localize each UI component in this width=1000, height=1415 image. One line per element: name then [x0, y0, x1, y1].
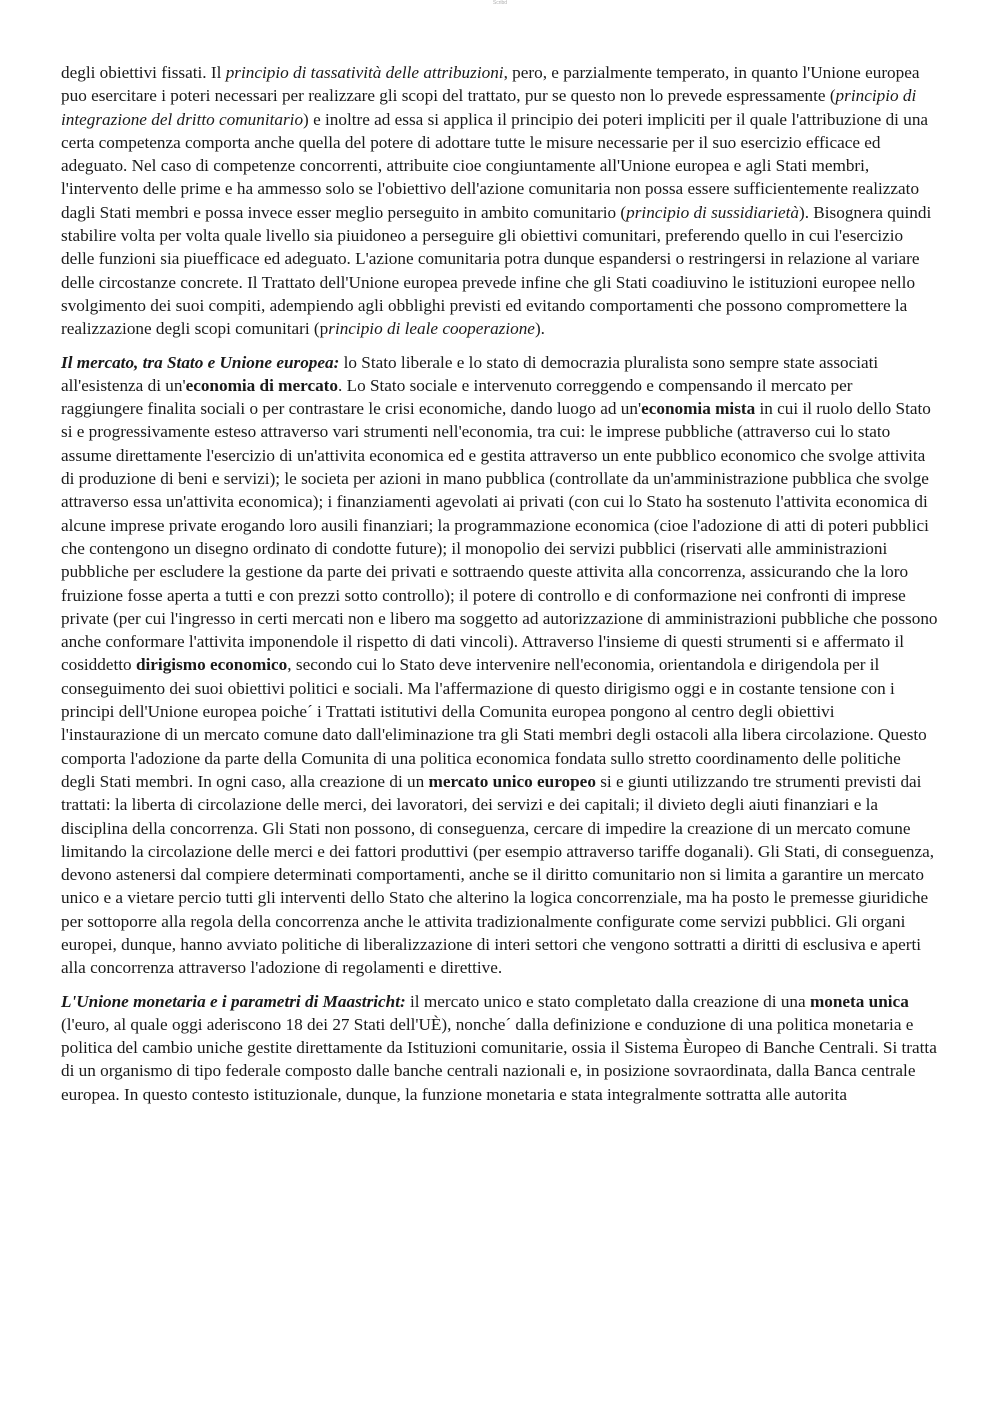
text-run: . Lo Stato sociale e intervenuto correggendo e compensando il mercato per raggiungere finalita sociali o per contrastare le crisi economiche, dando luogo ad un' [61, 375, 853, 419]
paragraph-unione-monetaria [61, 990, 938, 1106]
term-dirigismo-economico: dirigismo economico [135, 655, 288, 675]
text-run: ) e inoltre ad essa si applica il principio dei poteri impliciti per il quale l'attribuzione di una certa competenza comporta anche quella del potere di adottare tutte le misure necessarie per il suo esercizio efficace ed adeguato. Nel caso di competenze concorrenti, attribuite cioe congiuntamente all'Unione europea e agli Stati membri, l'intervento delle prime e ha ammesso solo se l'obiettivo dell'azione comunitaria non possa essere sufficientemente realizzato dagli Stati membri e possa invece esser meglio perseguito in ambito comunitario ( [61, 109, 929, 222]
term-sussidiarieta: principio di sussidiarietà [626, 202, 799, 222]
document-body [61, 61, 938, 1116]
text-run: il mercato unico e stato completato dalla creazione di una [405, 991, 810, 1011]
term-mercato-unico-europeo: mercato unico europeo [428, 771, 596, 791]
paragraph-attribuzioni [61, 61, 938, 341]
text-run: lo Stato liberale e lo stato di democrazia pluralista sono sempre state associati all'esistenza di un' [61, 352, 879, 395]
text-run: degli obiettivi fissati. Il [61, 63, 226, 82]
text-run: ). [534, 319, 545, 339]
text-run: (l'euro, al quale oggi aderiscono 18 dei 27 Stati dell'UÈ), nonche´ dalla definizione e conduzione di una politica monetaria e politica del cambio uniche gestite direttamente da Istituzioni comunitarie, ossia il Sistema Èuropeo di Banche Centrali. Si tratta di un organismo di tipo federale composto dalle banche centrali nazionali e, in posizione sovraordinata, dalla Banca centrale europea. In questo contesto istituzionale, dunque, la funzione monetaria e stata integralmente sottratta alle autorita [61, 1014, 937, 1104]
term-economia-di-mercato: economia di mercato [185, 375, 338, 395]
text-run: , secondo cui lo Stato deve intervenire nell'economia, orientandola e dirigendola per il conseguimento dei suoi obiettivi politici e sociali. Ma l'affermazione di questo dirigismo oggi e in costante tensione con i principi dell'Unione europea poiche´ i Trattati istitutivi della Comunita europea pongono al centro degli obiettivi l'instaurazione di un mercato comune dato dall'eliminazione tra gli Stati membri degli ostacoli alla libera circolazione. Questo comporta l'adozione da parte della Comunita di una politica economica fondata sullo stretto coordinamento delle politiche degli Stati membri. In ogni caso, alla creazione di un [61, 655, 927, 791]
text-run: ). Bisognera quindi stabilire volta per volta quale livello sia piuidoneo a perseguire gli obiettivi comunitari, preferendo quello in cui l'esercizio delle funzioni sia piuefficace ed adeguato. L'azione comunitaria potra dunque espandersi o restringersi in relazione al variare delle circostanze concrete. Il Trattato dell'Unione europea prevede infine che gli Stati coadiuvino le istituzioni europee nello svolgimento dei suoi compiti, adempiendo agli obblighi previsti ed evitando comportamenti che possono compromettere la realizzazione degli scopi comunitari (p [61, 202, 932, 339]
text-run: , pero, e parzialmente temperato, in quanto l'Unione europea puo esercitare i poteri necessari per realizzare gli scopi del trattato, pur se questo non lo prevede espressamente ( [61, 63, 920, 106]
page-watermark: Scribd [492, 0, 508, 6]
term-moneta-unica: moneta unica [809, 991, 909, 1011]
text-run: in cui il ruolo dello Stato si e progressivamente esteso attraverso vari strumenti nell'economia, tra cui: le imprese pubbliche (attraverso cui lo stato assume direttamente l'esercizio di un'attivita economica ed e gestita attraverso un ente pubblico economico che svolge attivita di produzione di beni e servizi); le societa per azioni in mano pubblica (controllate da un'amministrazione pubblica che svolge attraverso essa un'attivita economica); i finanziamenti agevolati ai privati (con cui lo Stato ha sostenuto l'attivita economica di alcune imprese private erogando loro ausili finanziari; la programmazione economica (cioe l'adozione di atti di poteri pubblici che contengono un disegno ordinato di condotte future); il monopolio dei servizi pubblici (riservati alle amministrazioni pubbliche per escludere la gestione da parte dei privati e sottraendo queste attivita alla concorrenza, assicurando che la loro fruizione fosse aperta a tutti e con prezzi sotto controllo); il potere di controllo e di conformazione nei confronti di imprese private (per cui l'ingresso in certi mercati non e libero ma soggetto ad autorizzazione di amministrazioni pubbliche che possono anche conformare l'attivita imponendole il rispetto di dati vincoli). Attraverso l'insieme di questi strumenti si e affermato il cosiddetto [61, 399, 938, 675]
section-heading-unione-monetaria: L'Unione monetaria e i parametri di Maastricht: [61, 991, 406, 1011]
term-tassativita: principio di tassatività delle attribuzioni [225, 63, 504, 82]
text-run: si e giunti utilizzando tre strumenti previsti dai trattati: la liberta di circolazione delle merci, dei lavoratori, dei servizi e dei capitali; il divieto degli aiuti finanziari e la disciplina della concorrenza. Gli Stati non possono, di conseguenza, cercare di impedire la creazione di un mercato comune limitando la circolazione delle merci e dei fattori produttivi (per esempio attraverso tariffe doganali). Gli Stati, di conseguenza, devono astenersi dal compiere determinati comportamenti, anche se il diritto comunitario non si limita a garantire un mercato unico e a vietare percio tutti gli interventi dello Stato che alterino la logica concorrenziale, ma ha posto le premesse giuridiche per sottoporre alla regola della concorrenza anche le attivita tradizionalmente configurate come servizi pubblici. Gli organi europei, dunque, hanno avviato politiche di liberalizzazione di interi settori che vengono sottratti a diritti di esclusiva e aperti alla concorrenza attraverso l'adozione di regolamenti e direttive. [61, 771, 935, 978]
section-heading-mercato: Il mercato, tra Stato e Unione europea: [61, 352, 340, 372]
term-integrazione: principio di integrazione del dritto comunitario [61, 86, 917, 129]
term-economia-mista: economia mista [641, 399, 756, 419]
paragraph-mercato [61, 351, 938, 980]
term-leale-cooperazione: rincipio di leale cooperazione [328, 319, 535, 339]
